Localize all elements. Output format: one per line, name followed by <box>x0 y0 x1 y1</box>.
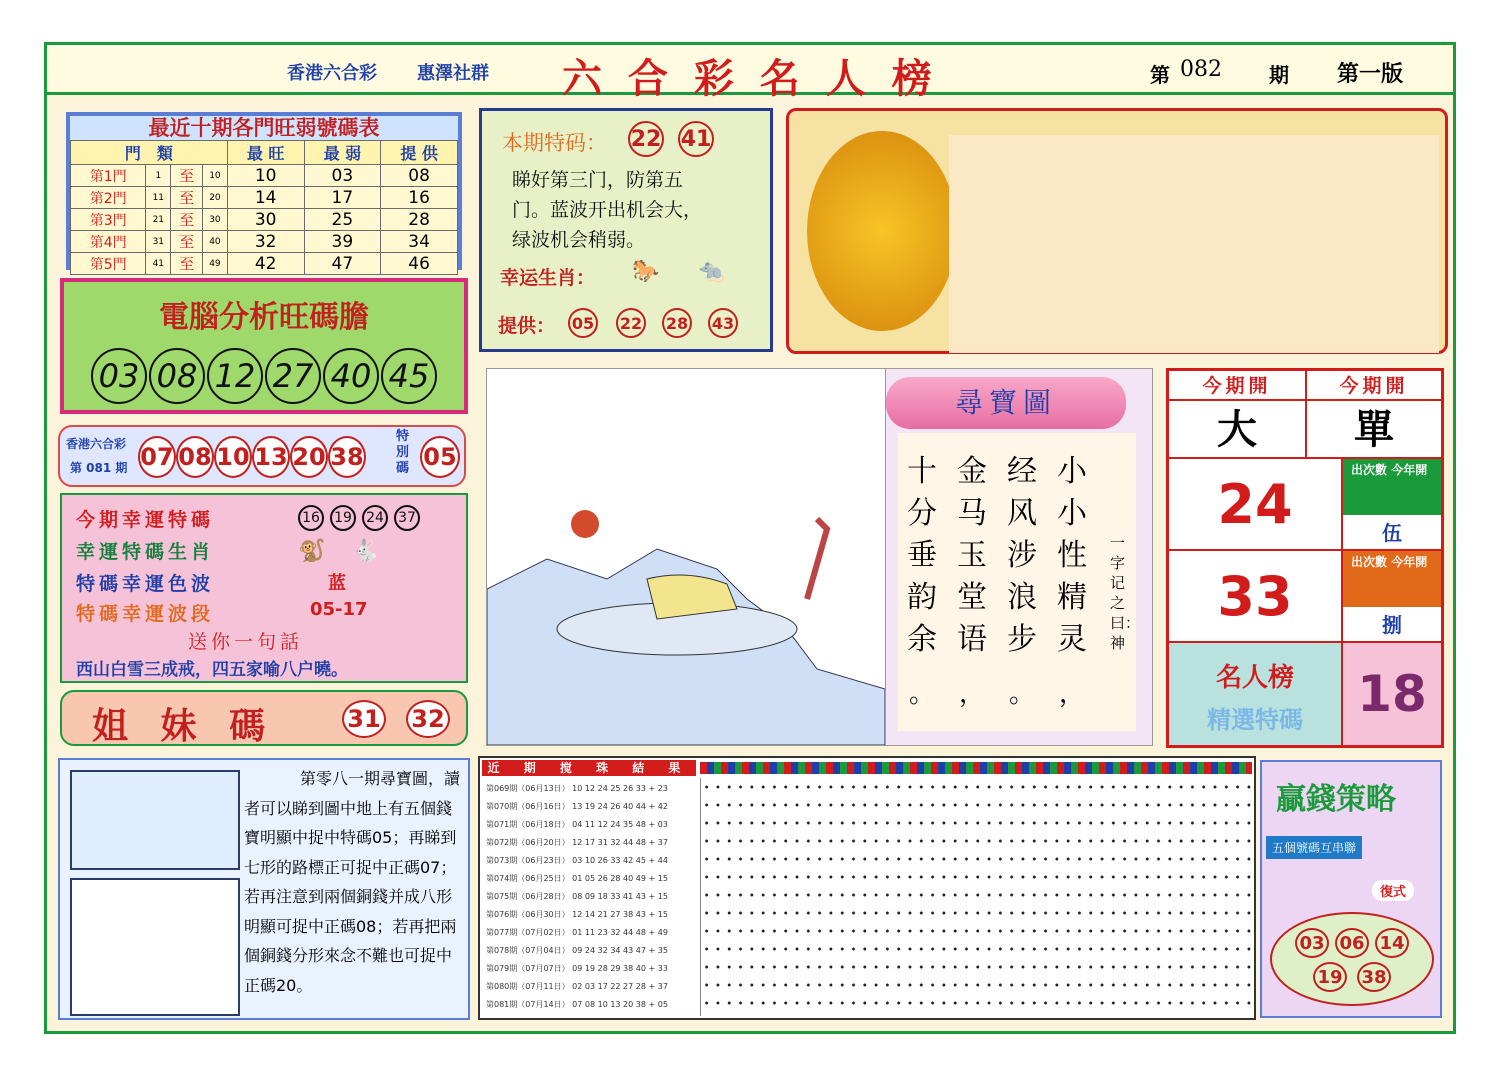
monkey-icon: 🐒 <box>298 539 326 564</box>
history-row: 第077期（07月02日） 01 11 23 32 44 48 + 49 <box>486 928 668 937</box>
sister-label: 姐 妹 碼 <box>92 706 276 747</box>
col-header: 門 類 <box>71 141 228 165</box>
history-header: 近 期 搅 珠 結 果 <box>482 760 696 776</box>
poem-column: 金马玉堂语 <box>957 454 987 657</box>
dog-drawing-svg <box>487 369 885 745</box>
last-draw-issue: 第 081 期 <box>70 461 128 475</box>
special-number-panel <box>479 108 773 352</box>
source-label: 香港六合彩 <box>287 63 377 84</box>
send-phrase-label: 送你一句話 <box>188 631 304 653</box>
ball-color-strip <box>700 762 1252 774</box>
number-ball: 31 <box>342 700 386 738</box>
number-ball: 22 <box>616 308 646 338</box>
special-ball: 05 <box>420 436 460 478</box>
poem-punct: 。 <box>1008 679 1035 709</box>
header-bar <box>47 45 1453 102</box>
history-row: 第075期（06月28日） 08 09 18 33 41 43 + 15 <box>486 892 668 901</box>
lucky-range: 05-17 <box>310 599 368 620</box>
number-ball: 38 <box>1357 962 1391 992</box>
number-ball: 03 <box>1295 928 1329 958</box>
number-18: 18 <box>1343 643 1441 745</box>
community-label: 惠澤社群 <box>417 63 489 84</box>
special-title: 本期特码： <box>502 131 607 155</box>
table-row: 第3門 21 至 30 30 25 28 <box>71 209 458 231</box>
dog-illustration <box>486 368 886 746</box>
number-ball: 22 <box>628 121 664 157</box>
history-row: 第076期（06月30日） 12 14 21 27 38 43 + 15 <box>486 910 668 919</box>
col-header: 最 旺 <box>227 141 304 165</box>
number-ball: 07 <box>138 436 176 478</box>
number-ball: 08 <box>149 348 205 404</box>
number-ball: 19 <box>1313 962 1347 992</box>
special-text-line: 睇好第三门，防第五 <box>512 169 684 191</box>
poem-column: 经风涉浪步 <box>1007 454 1037 657</box>
poem-line: 西山白雪三成戒，四五家喻八户曉。 <box>76 660 348 680</box>
odd-even-result: 單 <box>1307 401 1441 459</box>
last-draw-panel <box>58 425 466 487</box>
provide-label: 提供： <box>498 315 556 337</box>
number-ball: 40 <box>323 348 379 404</box>
treasure-map-panel <box>885 368 1153 746</box>
poem-side-note: 一字记之曰：神 <box>1110 534 1141 652</box>
special-text-line: 门。蓝波开出机会大， <box>512 199 703 221</box>
banner-blank-area <box>949 135 1439 353</box>
poem-punct: ， <box>958 679 985 709</box>
number-ball: 27 <box>265 348 321 404</box>
history-row: 第074期（06月25日） 01 05 26 28 40 49 + 15 <box>486 874 668 883</box>
hot-cold-table <box>70 140 458 275</box>
numbers-ellipse <box>1270 912 1434 1006</box>
lucky-label: 特碼幸運色波 <box>76 573 215 595</box>
hot-cold-table-panel <box>66 112 462 274</box>
result-header: 今期開 <box>1169 371 1307 401</box>
poem-punct: ， <box>1058 679 1085 709</box>
count-value: 捌 <box>1343 607 1441 643</box>
computer-title: 電腦分析旺碼膽 <box>159 300 369 335</box>
zodiac-label: 幸运生肖： <box>500 267 596 289</box>
story-text: 第零八一期尋寶圖，讀者可以睇到圖中地上有五個錢寶明顯中捉中特碼05；再睇到七形的路標正可捉中正碼07；若再注意到兩個銅錢并成八形明顯可捉中正碼08；若再把兩個銅錢分形來念不難也可捉中正碼20。 <box>244 769 461 995</box>
lucky-label: 幸運特碼生肖 <box>76 541 215 563</box>
number-ball: 41 <box>678 121 714 157</box>
strategy-title: 贏錢策略 <box>1276 782 1396 817</box>
poem-column: 十分垂韵余 <box>907 454 937 657</box>
count-badge: 出次數 今年開 <box>1343 459 1441 515</box>
col-header: 最 弱 <box>304 141 381 165</box>
history-row: 第069期（06月13日） 10 12 24 25 26 33 + 23 <box>486 784 668 793</box>
horse-icon: 🐎 <box>632 259 660 284</box>
issue-prefix: 第 <box>1150 63 1170 87</box>
special-label: 特別碼 <box>396 429 410 476</box>
issue-suffix: 期 <box>1269 63 1289 87</box>
table-row: 第1門 1 至 10 10 03 08 <box>71 165 458 187</box>
history-panel <box>478 756 1256 1020</box>
number-ball: 14 <box>1375 928 1409 958</box>
computer-analysis-panel <box>60 278 468 414</box>
number-ball: 08 <box>176 436 214 478</box>
history-row: 第081期（07月14日） 07 08 10 13 20 38 + 05 <box>486 1000 668 1009</box>
special-text-line: 绿波机会稍弱。 <box>512 229 646 251</box>
treasure-title: 尋寶圖 <box>886 377 1126 429</box>
mode-badge: 復式 <box>1372 880 1414 901</box>
history-rows <box>486 780 698 1014</box>
lucky-panel <box>60 493 468 683</box>
table-row: 第2門 11 至 20 14 17 16 <box>71 187 458 209</box>
count-badge: 出次數 今年開 <box>1343 551 1441 607</box>
number-ball: 06 <box>1335 928 1369 958</box>
page-title: 六 合 彩 名 人 榜 <box>562 56 938 102</box>
number-ball: 19 <box>330 505 356 531</box>
dogs-illustration <box>70 878 240 1016</box>
number-33: 33 <box>1169 551 1343 643</box>
last-draw-label: 香港六合彩 <box>66 437 127 451</box>
sister-panel <box>60 690 468 746</box>
rabbit-icon: 🐇 <box>352 539 380 564</box>
number-ball: 05 <box>568 308 598 338</box>
number-ball: 20 <box>290 436 328 478</box>
brand-box: 名人榜 精選特碼 <box>1169 643 1343 745</box>
number-24: 24 <box>1169 459 1343 551</box>
strategy-subtitle: 五個號碼互串聯 <box>1266 836 1362 859</box>
number-ball: 28 <box>662 308 692 338</box>
table-row: 第4門 31 至 40 32 39 34 <box>71 231 458 253</box>
col-header: 提 供 <box>381 141 458 165</box>
number-ball: 13 <box>252 436 290 478</box>
number-ball: 38 <box>328 436 366 478</box>
strategy-panel <box>1260 760 1442 1018</box>
lucky-label: 今期幸運特碼 <box>76 509 215 531</box>
number-ball: 24 <box>362 505 388 531</box>
poem-column: 小小性精灵 <box>1057 454 1087 657</box>
number-ball: 45 <box>381 348 437 404</box>
rat-icon: 🐀 <box>698 259 726 284</box>
table-row: 第5門 41 至 49 42 47 46 <box>71 253 458 275</box>
number-ball: 03 <box>91 348 147 404</box>
count-value: 伍 <box>1343 515 1441 551</box>
story-panel <box>58 758 470 1020</box>
history-row: 第072期（06月20日） 12 17 31 32 44 48 + 37 <box>486 838 668 847</box>
history-row: 第079期（07月07日） 09 19 28 29 38 40 + 33 <box>486 964 668 973</box>
big-small-result: 大 <box>1169 401 1307 459</box>
number-ball: 37 <box>394 505 420 531</box>
history-row: 第080期（07月11日） 02 03 17 22 27 28 + 37 <box>486 982 668 991</box>
number-ball: 12 <box>207 348 263 404</box>
number-ball: 32 <box>406 700 450 738</box>
banner-image <box>786 108 1448 354</box>
edition-label: 第一版 <box>1337 62 1404 87</box>
result-header: 今期開 <box>1307 371 1441 401</box>
history-row: 第073期（06月23日） 03 10 26 33 42 45 + 44 <box>486 856 668 865</box>
history-row: 第070期（06月16日） 13 19 24 26 40 44 + 42 <box>486 802 668 811</box>
issue-number: 082 <box>1180 57 1222 82</box>
dragon-ornament <box>807 131 957 331</box>
history-row: 第078期（07月04日） 09 24 32 34 43 47 + 35 <box>486 946 668 955</box>
book-illustration <box>70 770 240 870</box>
lucky-color: 蓝 <box>328 573 346 594</box>
table-title: 最近十期各門旺弱號碼表 <box>70 116 458 140</box>
history-row: 第071期（06月18日） 04 11 12 24 35 48 + 03 <box>486 820 668 829</box>
poem-punct: 。 <box>908 679 935 709</box>
number-ball: 16 <box>298 505 324 531</box>
number-ball: 10 <box>214 436 252 478</box>
number-ball: 43 <box>708 308 738 338</box>
lucky-label: 特碼幸運波段 <box>76 603 215 625</box>
dot-grid <box>700 778 1252 1016</box>
results-grid-panel <box>1166 368 1444 748</box>
